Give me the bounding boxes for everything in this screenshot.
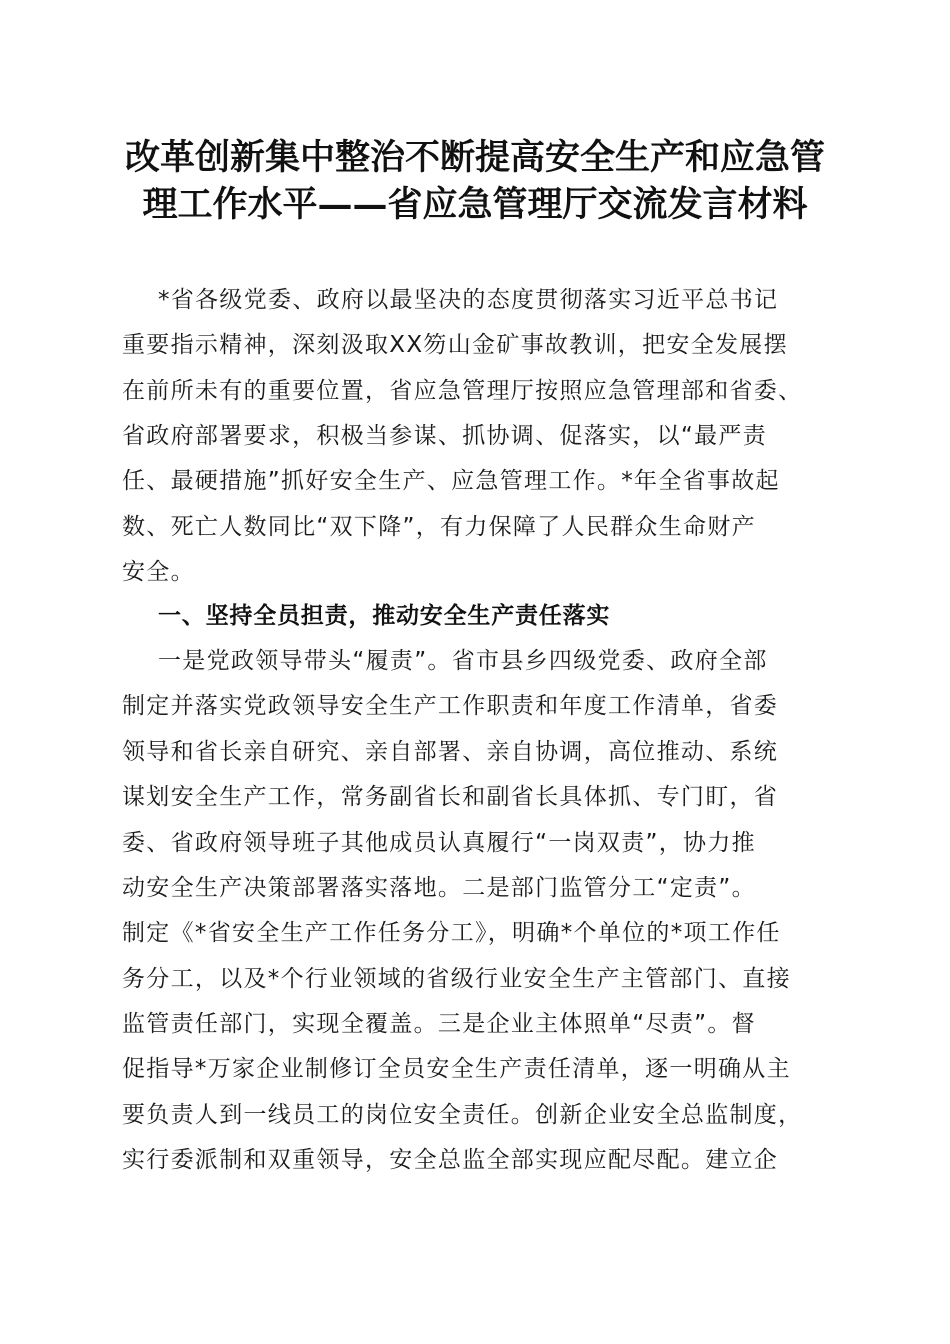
body-text-line: 重要指示精神，深刻汲取XX笏山金矿事故教训，把安全发展摆 (122, 332, 788, 358)
body-text-line: 制定并落实党政领导安全生产工作职责和年度工作清单，省委 (122, 693, 779, 719)
body-text-line: 制定《*省安全生产工作任务分工》，明确*个单位的*项工作任 (122, 920, 781, 946)
body-text-line: 省政府部署要求，积极当参谋、抓协调、促落实，以“最严责 (122, 423, 768, 449)
body-text-line: *省各级党委、政府以最坚决的态度贯彻落实习近平总书记 (158, 287, 779, 313)
body-text-line: 安全。 (122, 559, 195, 585)
body-text-line: 要负责人到一线员工的岗位安全责任。创新企业安全总监制度， (122, 1102, 803, 1128)
body-text-line: 一是党政领导带头“履责”。省市县乡四级党委、政府全部 (158, 648, 768, 674)
body-text-line: 数、死亡人数同比“双下降”，有力保障了人民群众生命财产 (122, 514, 756, 540)
section-heading: 一、坚持全员担责，推动安全生产责任落实 (158, 603, 611, 629)
body-text-line: 领导和省长亲自研究、亲自部署、亲自协调，高位推动、系统 (122, 739, 779, 765)
document-title-line-1: 改革创新集中整治不断提高安全生产和应急管 (124, 137, 825, 178)
body-text-line: 实行委派制和双重领导，安全总监全部实现应配尽配。建立企 (122, 1147, 779, 1173)
body-text-line: 动安全生产决策部署落实落地。二是部门监管分工“定责”。 (122, 875, 756, 901)
body-text-line: 在前所未有的重要位置，省应急管理厅按照应急管理部和省委、 (122, 378, 803, 404)
body-text-line: 促指导*万家企业制修订全员安全生产责任清单，逐一明确从主 (122, 1056, 791, 1082)
body-text-line: 监管责任部门，实现全覆盖。三是企业主体照单“尽责”。督 (122, 1011, 756, 1037)
body-text-line: 任、最硬措施”抓好安全生产、应急管理工作。*年全省事故起 (122, 468, 780, 494)
body-text-line: 委、省政府领导班子其他成员认真履行“一岗双责”，协力推 (122, 830, 756, 856)
document-title-line-2: 理工作水平——省应急管理厅交流发言材料 (142, 184, 808, 225)
body-text-line: 务分工，以及*个行业领域的省级行业安全生产主管部门、直接 (122, 966, 791, 992)
body-text-line: 谋划安全生产工作，常务副省长和副省长具体抓、专门盯，省 (122, 784, 779, 810)
